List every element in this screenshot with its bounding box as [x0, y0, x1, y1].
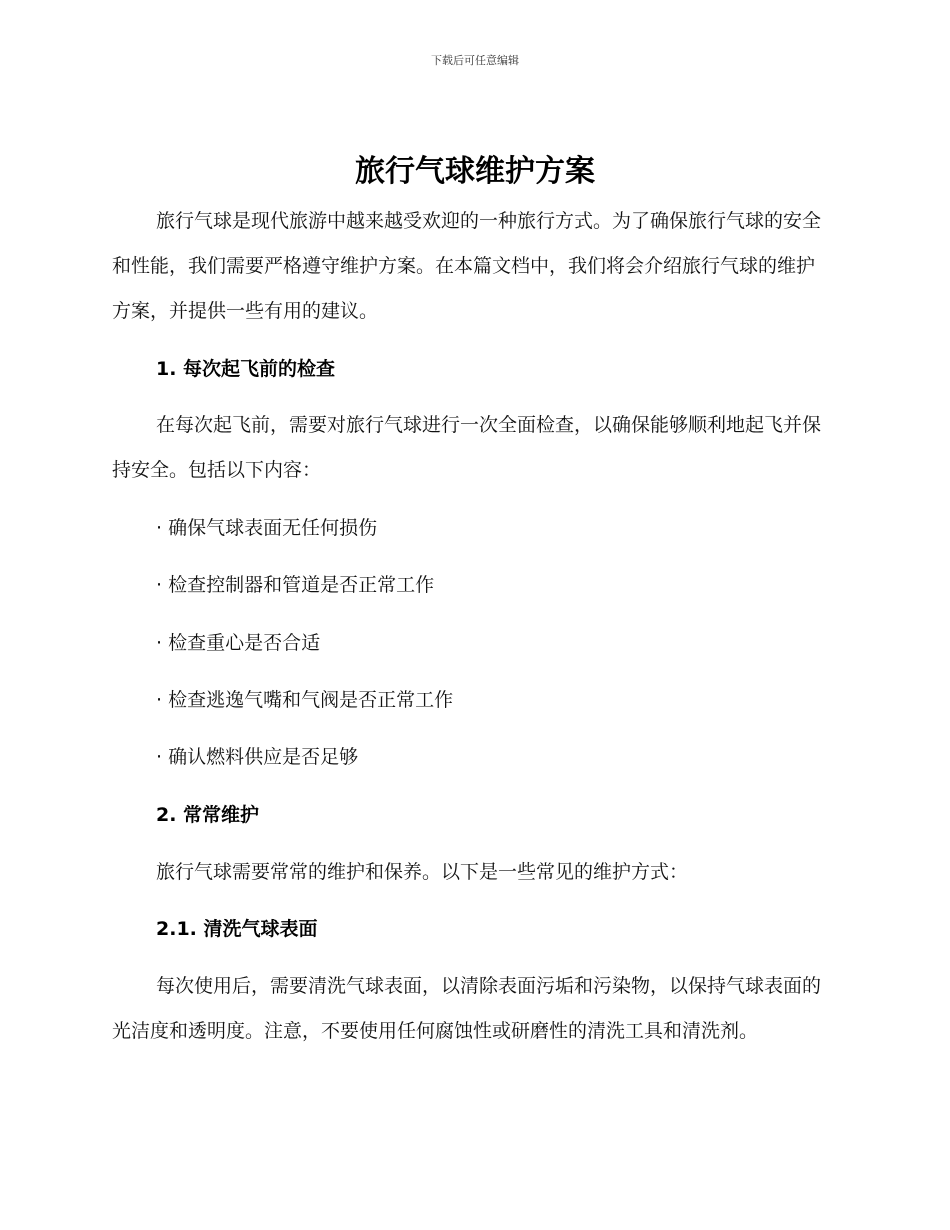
document-title: 旅行气球维护方案: [355, 154, 595, 189]
section-1-heading: 1. 每次起飞前的检查: [156, 358, 336, 380]
bullet-item: · 检查重心是否合适: [156, 632, 321, 654]
bullet-item: · 检查逃逸气嘴和气阀是否正常工作: [156, 689, 454, 711]
section-1-paragraph: 在每次起飞前，需要对旅行气球进行一次全面检查，以确保能够顺利地起飞并保持安全。包括以下内容：: [112, 414, 822, 481]
section-2-paragraph: 旅行气球需要常常的维护和保养。以下是一些常见的维护方式：: [156, 861, 689, 883]
bullet-item: · 确认燃料供应是否足够: [156, 746, 359, 768]
bullet-item: · 检查控制器和管道是否正常工作: [156, 574, 435, 596]
bullet-item: · 确保气球表面无任何损伤: [156, 517, 378, 539]
page-header: 下载后可任意编辑: [431, 54, 519, 67]
intro-paragraph: 旅行气球是现代旅游中越来越受欢迎的一种旅行方式。为了确保旅行气球的安全和性能，我们需要严格遵守维护方案。在本篇文档中，我们将会介绍旅行气球的维护方案，并提供一些有用的建议。: [112, 210, 822, 322]
section-2-heading: 2. 常常维护: [156, 804, 260, 826]
section-2-1-paragraph: 每次使用后，需要清洗气球表面，以清除表面污垢和污染物，以保持气球表面的光洁度和透明度。注意，不要使用任何腐蚀性或研磨性的清洗工具和清洗剂。: [112, 975, 822, 1042]
section-2-1-heading: 2.1. 清洗气球表面: [156, 918, 318, 940]
